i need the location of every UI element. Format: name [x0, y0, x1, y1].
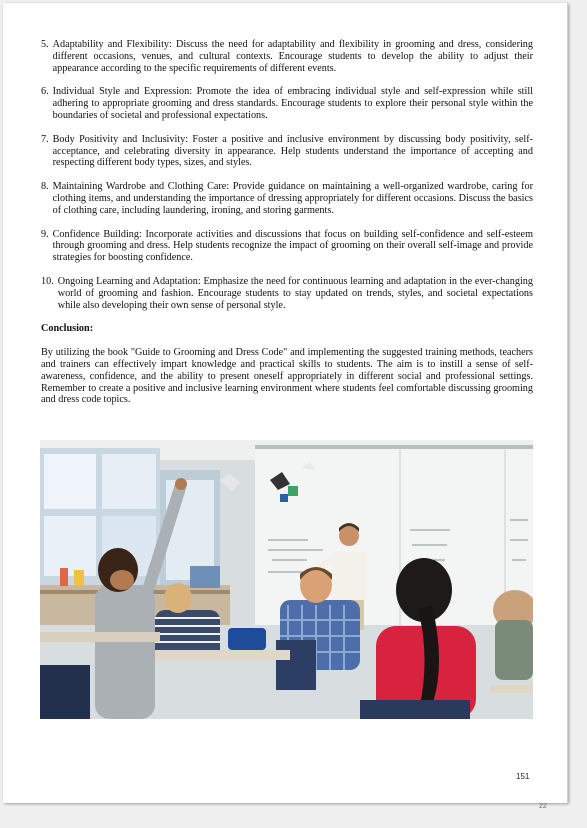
list-number: 8.	[41, 181, 49, 193]
list-item-text: Body Positivity and Inclusivity: Foster a positive and inclusive environment by discussing body positivity, self-acceptance, and celebrating diversity in appearance. Help students understand the importance of accepting and respecting different body types, sizes, and styles.	[52, 133, 533, 169]
list-item	[41, 276, 533, 311]
list-item-text: Individual Style and Expression: Promote the idea of embracing individual style and self-expression while still adhering to appropriate grooming and dress standards. Encourage students to explore their personal style within the boundaries of societal and professional expectations.	[52, 86, 533, 121]
corner-mark: 22	[539, 803, 547, 810]
list-item	[41, 229, 533, 264]
list-number: 10.	[41, 275, 54, 287]
list-item	[41, 134, 533, 169]
list-number: 9.	[41, 228, 49, 240]
page-number: 151	[516, 772, 530, 781]
list-item	[41, 181, 533, 216]
list-item	[41, 39, 533, 74]
list-item-text: Confidence Building: Incorporate activities and discussions that focus on building self-confidence and self-esteem through grooming and dress. Help students recognize the impact of grooming on their overall self-image and provide strategies for boosting confidence.	[52, 228, 533, 264]
list-number: 7.	[41, 133, 49, 145]
list-item-text: Adaptability and Flexibility: Discuss the need for adaptability and flexibility in grooming and dress, considering different occasions, venues, and cultural contexts. Encourage students to develop the ability to adjust their appearance according to the specific requirements of different events.	[52, 39, 533, 74]
list-item-text: Ongoing Learning and Adaptation: Emphasize the need for continuous learning and adaptation in the ever-changing world of grooming and fashion. Encourage students to stay updated on trends, styles, and societal expectations while also developing their own sense of personal style.	[57, 275, 533, 311]
list-number: 6.	[41, 86, 49, 98]
conclusion-paragraph: By utilizing the book "Guide to Grooming and Dress Code" and implementing the suggested training methods, teachers and trainers can effectively impart knowledge and practical skills to students. The aim is to instill a sense of self-awareness, confidence, and the ability to present oneself appropriately in different social and professional settings. Remember to create a positive and inclusive learning environment where students feel comfortable discussing grooming and dress code topics.	[41, 347, 533, 406]
document-page	[3, 3, 568, 803]
list-item-text: Maintaining Wardrobe and Clothing Care: Provide guidance on maintaining a well-organized wardrobe, caring for clothing items, and understanding the importance of dressing appropriately for different occasions. Discuss the basics of clothing care, including laundering, ironing, and storing garments.	[52, 181, 533, 216]
list-item	[41, 86, 533, 121]
page-content	[41, 39, 533, 406]
conclusion-heading: Conclusion:	[41, 323, 94, 335]
list-number: 5.	[41, 39, 49, 50]
classroom-photo	[40, 440, 533, 719]
